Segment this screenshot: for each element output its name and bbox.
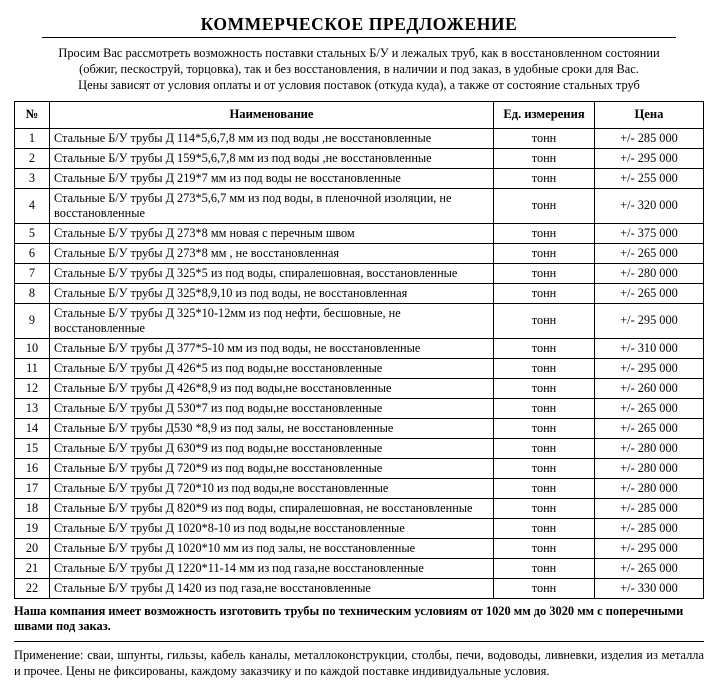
table-row: [15, 558, 704, 578]
cell-price: +/- 280 000: [595, 458, 704, 478]
table-row: [15, 458, 704, 478]
cell-price: +/- 265 000: [595, 398, 704, 418]
cell-price: +/- 280 000: [595, 478, 704, 498]
intro-line-2: (обжиг, пескоструй, торцовка), так и без восстановления, в наличии и под заказ, в удобные сроки для Вас.: [79, 61, 639, 76]
cell-unit: тонн: [494, 398, 595, 418]
table-row: [15, 518, 704, 538]
cell-price: +/- 310 000: [595, 338, 704, 358]
cell-price: +/- 375 000: [595, 223, 704, 243]
cell-unit: тонн: [494, 518, 595, 538]
table-row: [15, 243, 704, 263]
cell-number: 11: [15, 358, 50, 378]
cell-name: Стальные Б/У трубы Д 377*5-10 мм из под воды, не восстановленные: [50, 338, 494, 358]
cell-number: 9: [15, 303, 50, 338]
cell-price: +/- 295 000: [595, 148, 704, 168]
cell-number: 6: [15, 243, 50, 263]
cell-number: 7: [15, 263, 50, 283]
cell-number: 21: [15, 558, 50, 578]
cell-price: +/- 285 000: [595, 128, 704, 148]
cell-unit: тонн: [494, 358, 595, 378]
cell-name: Стальные Б/У трубы Д 325*5 из под воды, спиралешовная, восстановленные: [50, 263, 494, 283]
header-number: №: [15, 101, 50, 128]
header-unit: Ед. измерения: [494, 101, 595, 128]
cell-number: 15: [15, 438, 50, 458]
intro-line-1: Просим Вас рассмотреть возможность поставки стальных Б/У и лежалых труб, как в восстановленном состоянии: [58, 46, 660, 60]
cell-price: +/- 280 000: [595, 263, 704, 283]
cell-number: 8: [15, 283, 50, 303]
table-row: [15, 378, 704, 398]
cell-unit: тонн: [494, 458, 595, 478]
cell-name: Стальные Б/У трубы Д 219*7 мм из под воды не восстановленные: [50, 168, 494, 188]
cell-number: 22: [15, 578, 50, 598]
cell-price: +/- 295 000: [595, 358, 704, 378]
cell-price: +/- 320 000: [595, 188, 704, 223]
cell-price: +/- 265 000: [595, 283, 704, 303]
cell-number: 17: [15, 478, 50, 498]
cell-number: 5: [15, 223, 50, 243]
cell-unit: тонн: [494, 438, 595, 458]
cell-unit: тонн: [494, 168, 595, 188]
cell-name: Стальные Б/У трубы Д 325*8,9,10 из под воды, не восстановленная: [50, 283, 494, 303]
table-row: [15, 438, 704, 458]
table-row: [15, 168, 704, 188]
header-price: Цена: [595, 101, 704, 128]
cell-number: 10: [15, 338, 50, 358]
cell-number: 13: [15, 398, 50, 418]
cell-name: Стальные Б/У трубы Д530 *8,9 из под залы, не восстановленные: [50, 418, 494, 438]
cell-unit: тонн: [494, 498, 595, 518]
table-row: [15, 283, 704, 303]
cell-name: Стальные Б/У трубы Д 273*8 мм , не восстановленная: [50, 243, 494, 263]
header-name: Наименование: [50, 101, 494, 128]
cell-name: Стальные Б/У трубы Д 1220*11-14 мм из под газа,не восстановленные: [50, 558, 494, 578]
manufacturing-note: Наша компания имеет возможность изготовить трубы по техническим условиям от 1020 мм до 3020 мм с поперечными швами под заказ.: [14, 603, 684, 634]
cell-name: Стальные Б/У трубы Д 630*9 из под воды,не восстановленные: [50, 438, 494, 458]
cell-unit: тонн: [494, 303, 595, 338]
cell-price: +/- 280 000: [595, 438, 704, 458]
title-divider: [42, 37, 676, 38]
table-body: [15, 128, 704, 598]
cell-number: 4: [15, 188, 50, 223]
footer-divider: [14, 641, 704, 642]
cell-unit: тонн: [494, 128, 595, 148]
intro-paragraph: [16, 46, 702, 94]
cell-name: Стальные Б/У трубы Д 530*7 из под воды,не восстановленные: [50, 398, 494, 418]
table-row: [15, 148, 704, 168]
cell-number: 12: [15, 378, 50, 398]
table-row: [15, 578, 704, 598]
cell-price: +/- 265 000: [595, 243, 704, 263]
table-row: [15, 478, 704, 498]
table-row: [15, 398, 704, 418]
table-header-row: [15, 101, 704, 128]
cell-price: +/- 255 000: [595, 168, 704, 188]
cell-number: 2: [15, 148, 50, 168]
table-row: [15, 338, 704, 358]
cell-name: Стальные Б/У трубы Д 1420 из под газа,не восстановленные: [50, 578, 494, 598]
cell-unit: тонн: [494, 418, 595, 438]
cell-name: Стальные Б/У трубы Д 426*5 из под воды,не восстановленные: [50, 358, 494, 378]
table-row: [15, 498, 704, 518]
cell-number: 19: [15, 518, 50, 538]
table-row: [15, 223, 704, 243]
cell-price: +/- 260 000: [595, 378, 704, 398]
cell-name: Стальные Б/У трубы Д 273*5,6,7 мм из под воды, в пленочной изоляции, не восстановленные: [50, 188, 494, 223]
cell-name: Стальные Б/У трубы Д 426*8,9 из под воды,не восстановленные: [50, 378, 494, 398]
table-row: [15, 538, 704, 558]
cell-price: +/- 295 000: [595, 303, 704, 338]
cell-number: 14: [15, 418, 50, 438]
cell-number: 16: [15, 458, 50, 478]
cell-name: Стальные Б/У трубы Д 720*9 из под воды,не восстановленные: [50, 458, 494, 478]
cell-name: Стальные Б/У трубы Д 820*9 из под воды, спиралешовная, не восстановленные: [50, 498, 494, 518]
cell-number: 1: [15, 128, 50, 148]
price-table: [14, 101, 704, 599]
table-header: [15, 101, 704, 128]
cell-unit: тонн: [494, 263, 595, 283]
cell-unit: тонн: [494, 558, 595, 578]
cell-name: Стальные Б/У трубы Д 159*5,6,7,8 мм из под воды ,не восстановленные: [50, 148, 494, 168]
cell-unit: тонн: [494, 243, 595, 263]
cell-name: Стальные Б/У трубы Д 720*10 из под воды,не восстановленные: [50, 478, 494, 498]
cell-number: 18: [15, 498, 50, 518]
table-row: [15, 128, 704, 148]
cell-number: 20: [15, 538, 50, 558]
cell-unit: тонн: [494, 378, 595, 398]
cell-name: Стальные Б/У трубы Д 1020*10 мм из под залы, не восстановленные: [50, 538, 494, 558]
cell-unit: тонн: [494, 478, 595, 498]
cell-name: Стальные Б/У трубы Д 273*8 мм новая с перечным швом: [50, 223, 494, 243]
table-row: [15, 418, 704, 438]
cell-price: +/- 285 000: [595, 518, 704, 538]
cell-number: 3: [15, 168, 50, 188]
cell-name: Стальные Б/У трубы Д 114*5,6,7,8 мм из под воды ,не восстановленные: [50, 128, 494, 148]
intro-line-3: Цены зависят от условия оплаты и от условия поставок (откуда куда), а также от состояние стальных труб: [78, 77, 640, 92]
cell-price: +/- 285 000: [595, 498, 704, 518]
cell-price: +/- 295 000: [595, 538, 704, 558]
table-row: [15, 188, 704, 223]
cell-price: +/- 265 000: [595, 418, 704, 438]
cell-unit: тонн: [494, 148, 595, 168]
cell-price: +/- 265 000: [595, 558, 704, 578]
cell-name: Стальные Б/У трубы Д 1020*8-10 из под воды,не восстановленные: [50, 518, 494, 538]
table-row: [15, 263, 704, 283]
table-row: [15, 358, 704, 378]
cell-unit: тонн: [494, 338, 595, 358]
cell-unit: тонн: [494, 188, 595, 223]
table-row: [15, 303, 704, 338]
application-note: Применение: сваи, шпунты, гильзы, кабель каналы, металлоконструкции, столбы, печи, водоводы, ливневки, изделия из металла и прочее. Цены не фиксированы, каждому заказчику и по каждой поставке индивидуальные условия.: [14, 647, 704, 678]
cell-unit: тонн: [494, 283, 595, 303]
cell-unit: тонн: [494, 538, 595, 558]
cell-price: +/- 330 000: [595, 578, 704, 598]
cell-unit: тонн: [494, 578, 595, 598]
page-title: КОММЕРЧЕСКОЕ ПРЕДЛОЖЕНИЕ: [200, 14, 518, 34]
cell-name: Стальные Б/У трубы Д 325*10-12мм из под нефти, бесшовные, не восстановленные: [50, 303, 494, 338]
cell-unit: тонн: [494, 223, 595, 243]
